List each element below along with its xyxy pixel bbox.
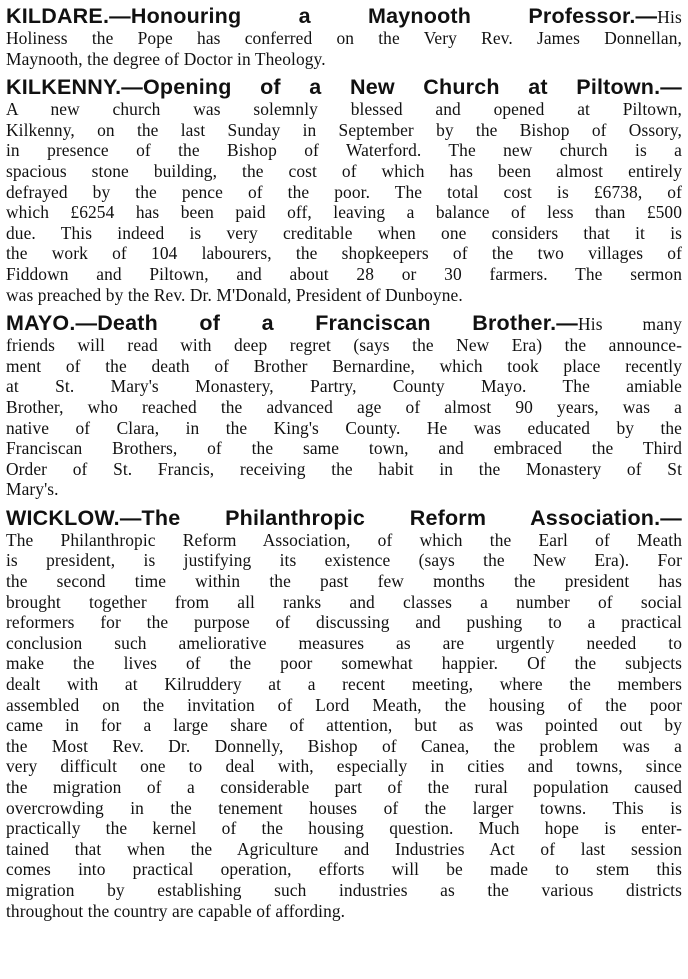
article-wicklow: [6, 506, 682, 921]
article-text-line: dealt with at Kilruddery at a recent meeting, where the members: [6, 674, 682, 695]
article-kilkenny: [6, 75, 682, 305]
article-county: WICKLOW.: [6, 505, 120, 530]
article-text-line: comes into practical operation, efforts will be made to stem this: [6, 859, 682, 880]
article-headline: —Death of a Franciscan Brother.—: [75, 311, 578, 336]
article-county: KILKENNY.: [6, 75, 122, 100]
article-text-line: spacious stone building, the cost of which has been almost entirely: [6, 160, 682, 181]
article-first-words: His many: [577, 314, 682, 335]
article-headline-line: [6, 75, 682, 99]
article-text-line: ment of the death of Brother Bernardine, which took place recently: [6, 355, 682, 376]
article-kildare: [6, 4, 682, 69]
article-text-line: the Most Rev. Dr. Donnelly, Bishop of Canea, the problem was a: [6, 735, 682, 756]
article-headline-line: [6, 506, 682, 530]
article-text-line: Mary's.: [6, 479, 59, 500]
article-text-line: due. This indeed is very creditable when one considers that it is: [6, 222, 682, 243]
article-text-line: the second time within the past few months the president has: [6, 571, 682, 592]
article-text-line: practically the kernel of the housing question. Much hope is enter-: [6, 818, 682, 839]
article-text-line: at St. Mary's Monastery, Partry, County Mayo. The amiable: [6, 376, 682, 397]
article-text-line: Kilkenny, on the last Sunday in September by the Bishop of Ossory,: [6, 119, 682, 140]
article-text-line: is president, is justifying its existence (says the New Era). For: [6, 550, 682, 571]
article-text-line: defrayed by the pence of the poor. The total cost is £6738, of: [6, 181, 682, 202]
article-text-line: the migration of a considerable part of the rural population caused: [6, 777, 682, 797]
article-headline: —The Philanthropic Reform Association.—: [119, 505, 682, 530]
article-text-line: Fiddown and Piltown, and about 28 or 30 farmers. The sermon: [6, 263, 682, 284]
article-text-line: Holiness the Pope has conferred on the Very Rev. James Donnellan,: [6, 28, 682, 48]
article-headline-line: [6, 4, 682, 28]
article-text-line: Brother, who reached the advanced age of almost 90 years, was a: [6, 396, 682, 417]
article-text-line: came in for a large share of attention, but as was pointed out by: [6, 715, 682, 736]
article-text-line: tained that when the Agriculture and Industries Act of last session: [6, 838, 682, 859]
article-headline: —Opening of a New Church at Piltown.—: [121, 75, 682, 100]
article-text-line: was preached by the Rev. Dr. M'Donald, President of Dunboyne.: [6, 284, 463, 305]
article-headline: —Honouring a Maynooth Professor.—: [109, 4, 658, 28]
newspaper-column: [6, 4, 682, 975]
article-text-line: throughout the country are capable of affording.: [6, 900, 346, 921]
article-text-line: the work of 104 labourers, the shopkeepers of the two villages of: [6, 243, 682, 264]
article-county: MAYO.: [6, 311, 76, 336]
article-text-line: in presence of the Bishop of Waterford. The new church is a: [6, 140, 682, 161]
article-text-line: which £6254 has been paid off, leaving a balance of less than £500: [6, 202, 682, 223]
article-headline-line: [6, 311, 682, 335]
article-text-line: overcrowding in the tenement houses of the larger towns. This is: [6, 797, 682, 818]
article-text-line: native of Clara, in the King's County. He was educated by the: [6, 417, 682, 438]
article-text-line: assembled on the invitation of Lord Meath, the housing of the poor: [6, 694, 682, 715]
article-first-words: His: [657, 7, 682, 27]
article-county: KILDARE.: [6, 4, 110, 28]
article-text-line: Franciscan Brothers, of the same town, and embraced the Third: [6, 438, 682, 459]
article-text-line: A new church was solemnly blessed and opened at Piltown,: [6, 99, 682, 120]
article-text-line: Order of St. Francis, receiving the habit in the Monastery of St: [6, 458, 682, 479]
article-text-line: make the lives of the poor somewhat happier. Of the subjects: [6, 653, 682, 674]
article-text-line: migration by establishing such industries as the various districts: [6, 879, 682, 900]
article-text-line: Maynooth, the degree of Doctor in Theology.: [6, 48, 326, 69]
article-text-line: brought together from all ranks and classes a number of social: [6, 591, 682, 612]
article-text-line: The Philanthropic Reform Association, of which the Earl of Meath: [6, 529, 682, 550]
article-text-line: conclusion such ameliorative measures as are urgently needed to: [6, 632, 682, 653]
article-text-line: very difficult one to deal with, especially in cities and towns, since: [6, 756, 682, 777]
article-mayo: [6, 311, 682, 500]
article-text-line: friends will read with deep regret (says the New Era) the announce-: [6, 335, 682, 356]
article-text-line: reformers for the purpose of discussing and pushing to a practical: [6, 612, 682, 633]
